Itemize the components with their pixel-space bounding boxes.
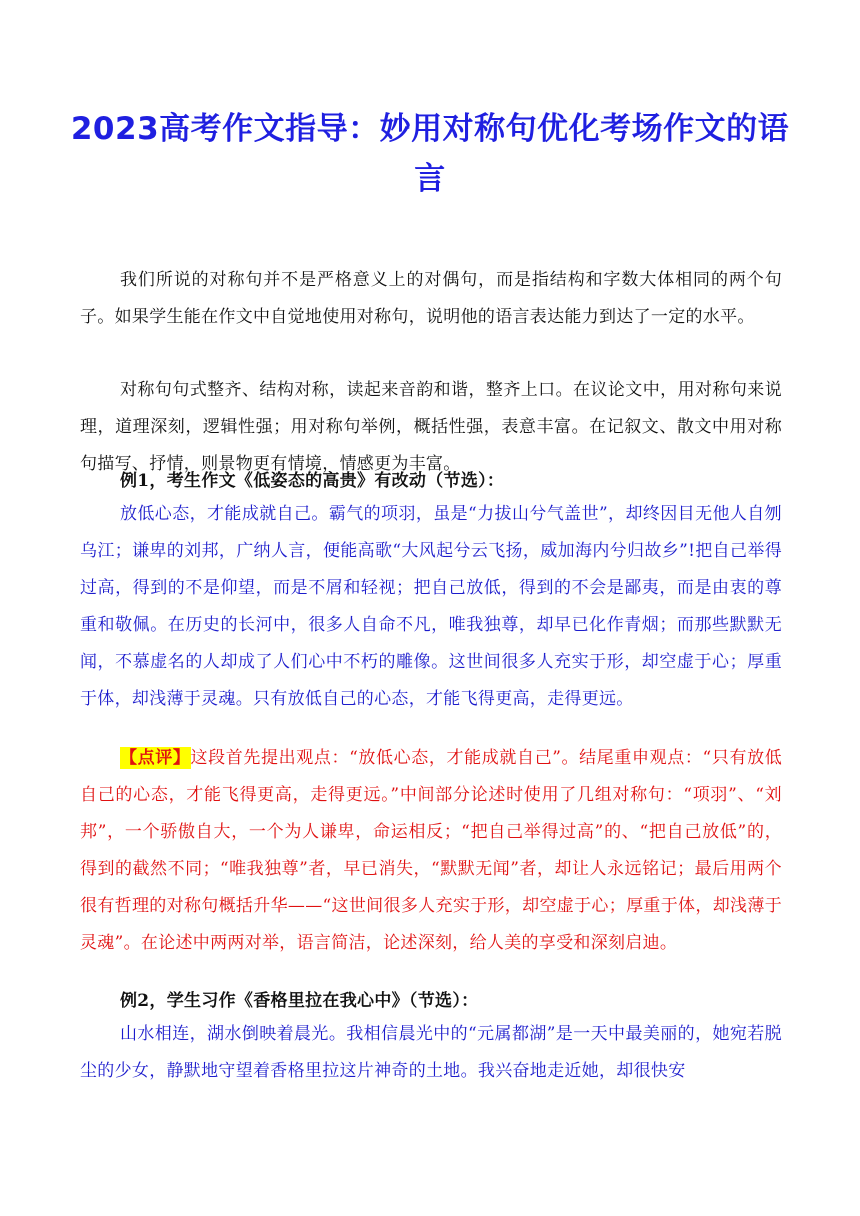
example1-excerpt: 放低心态，才能成就自己。霸气的项羽，虽是“力拔山兮气盖世”，却终因目无他人自刎乌江；谦卑的刘邦，广纳人言，便能高歌“大风起兮云飞扬，威加海内兮归故乡”!把自己举得过高，得到的不是仰望，而是不屑和轻视；把自己放低，得到的不会是鄙夷，而是由衷的尊重和敬佩。在历史的长河中，很多人自命不凡，唯我独尊，却早已化作青烟；而那些默默无闻，不慕虚名的人却成了人们心中不朽的雕像。这世间很多人充实于形，却空虚于心；厚重于体，却浅薄于灵魂。只有放低自己的心态，才能飞得更高，走得更远。 — [80, 504, 782, 709]
example2-excerpt: 山水相连，湖水倒映着晨光。我相信晨光中的“元属都湖”是一天中最美丽的，她宛若脱尘的少女，静默地守望着香格里拉这片神奇的土地。我兴奋地走近她，却很快安 — [80, 1024, 782, 1081]
example1-comment — [80, 740, 782, 962]
intro-paragraph-2: 对称句句式整齐、结构对称，读起来音韵和谐，整齐上口。在议论文中，用对称句来说理，道理深刻，逻辑性强；用对称句举例，概括性强，表意丰富。在记叙文、散文中用对称句描写、抒情，则景物更有情境，情感更为丰富。 — [80, 380, 782, 474]
comment-text: 这段首先提出观点：“放低心态，才能成就自己”。结尾重申观点：“只有放低自己的心态，才能飞得更高，走得更远。”中间部分论述时使用了几组对称句：“项羽”、“刘邦”，一个骄傲自大，一个为人谦卑，命运相反；“把自己举得过高”的、“把自己放低”的，得到的截然不同；“唯我独尊”者，早已消失，“默默无闻”者，却让人永远铭记；最后用两个很有哲理的对称句概括升华——“这世间很多人充实于形，却空虚于心；厚重于体，却浅薄于灵魂”。在论述中两两对举，语言简洁，论述深刻，给人美的享受和深刻启迪。 — [80, 748, 783, 953]
intro-paragraph-1: 我们所说的对称句并不是严格意义上的对偶句，而是指结构和字数大体相同的两个句子。如果学生能在作文中自觉地使用对称句，说明他的语言表达能力到达了一定的水平。 — [80, 270, 782, 327]
document-title: 2023高考作文指导：妙用对称句优化考场作文的语言 — [70, 111, 790, 197]
comment-tag: 【点评】 — [120, 748, 191, 768]
example2-heading: 例2，学生习作《香格里拉在我心中》（节选）： — [120, 991, 479, 1011]
example1-heading: 例1，考生作文《低姿态的高贵》有改动（节选）： — [120, 471, 505, 491]
